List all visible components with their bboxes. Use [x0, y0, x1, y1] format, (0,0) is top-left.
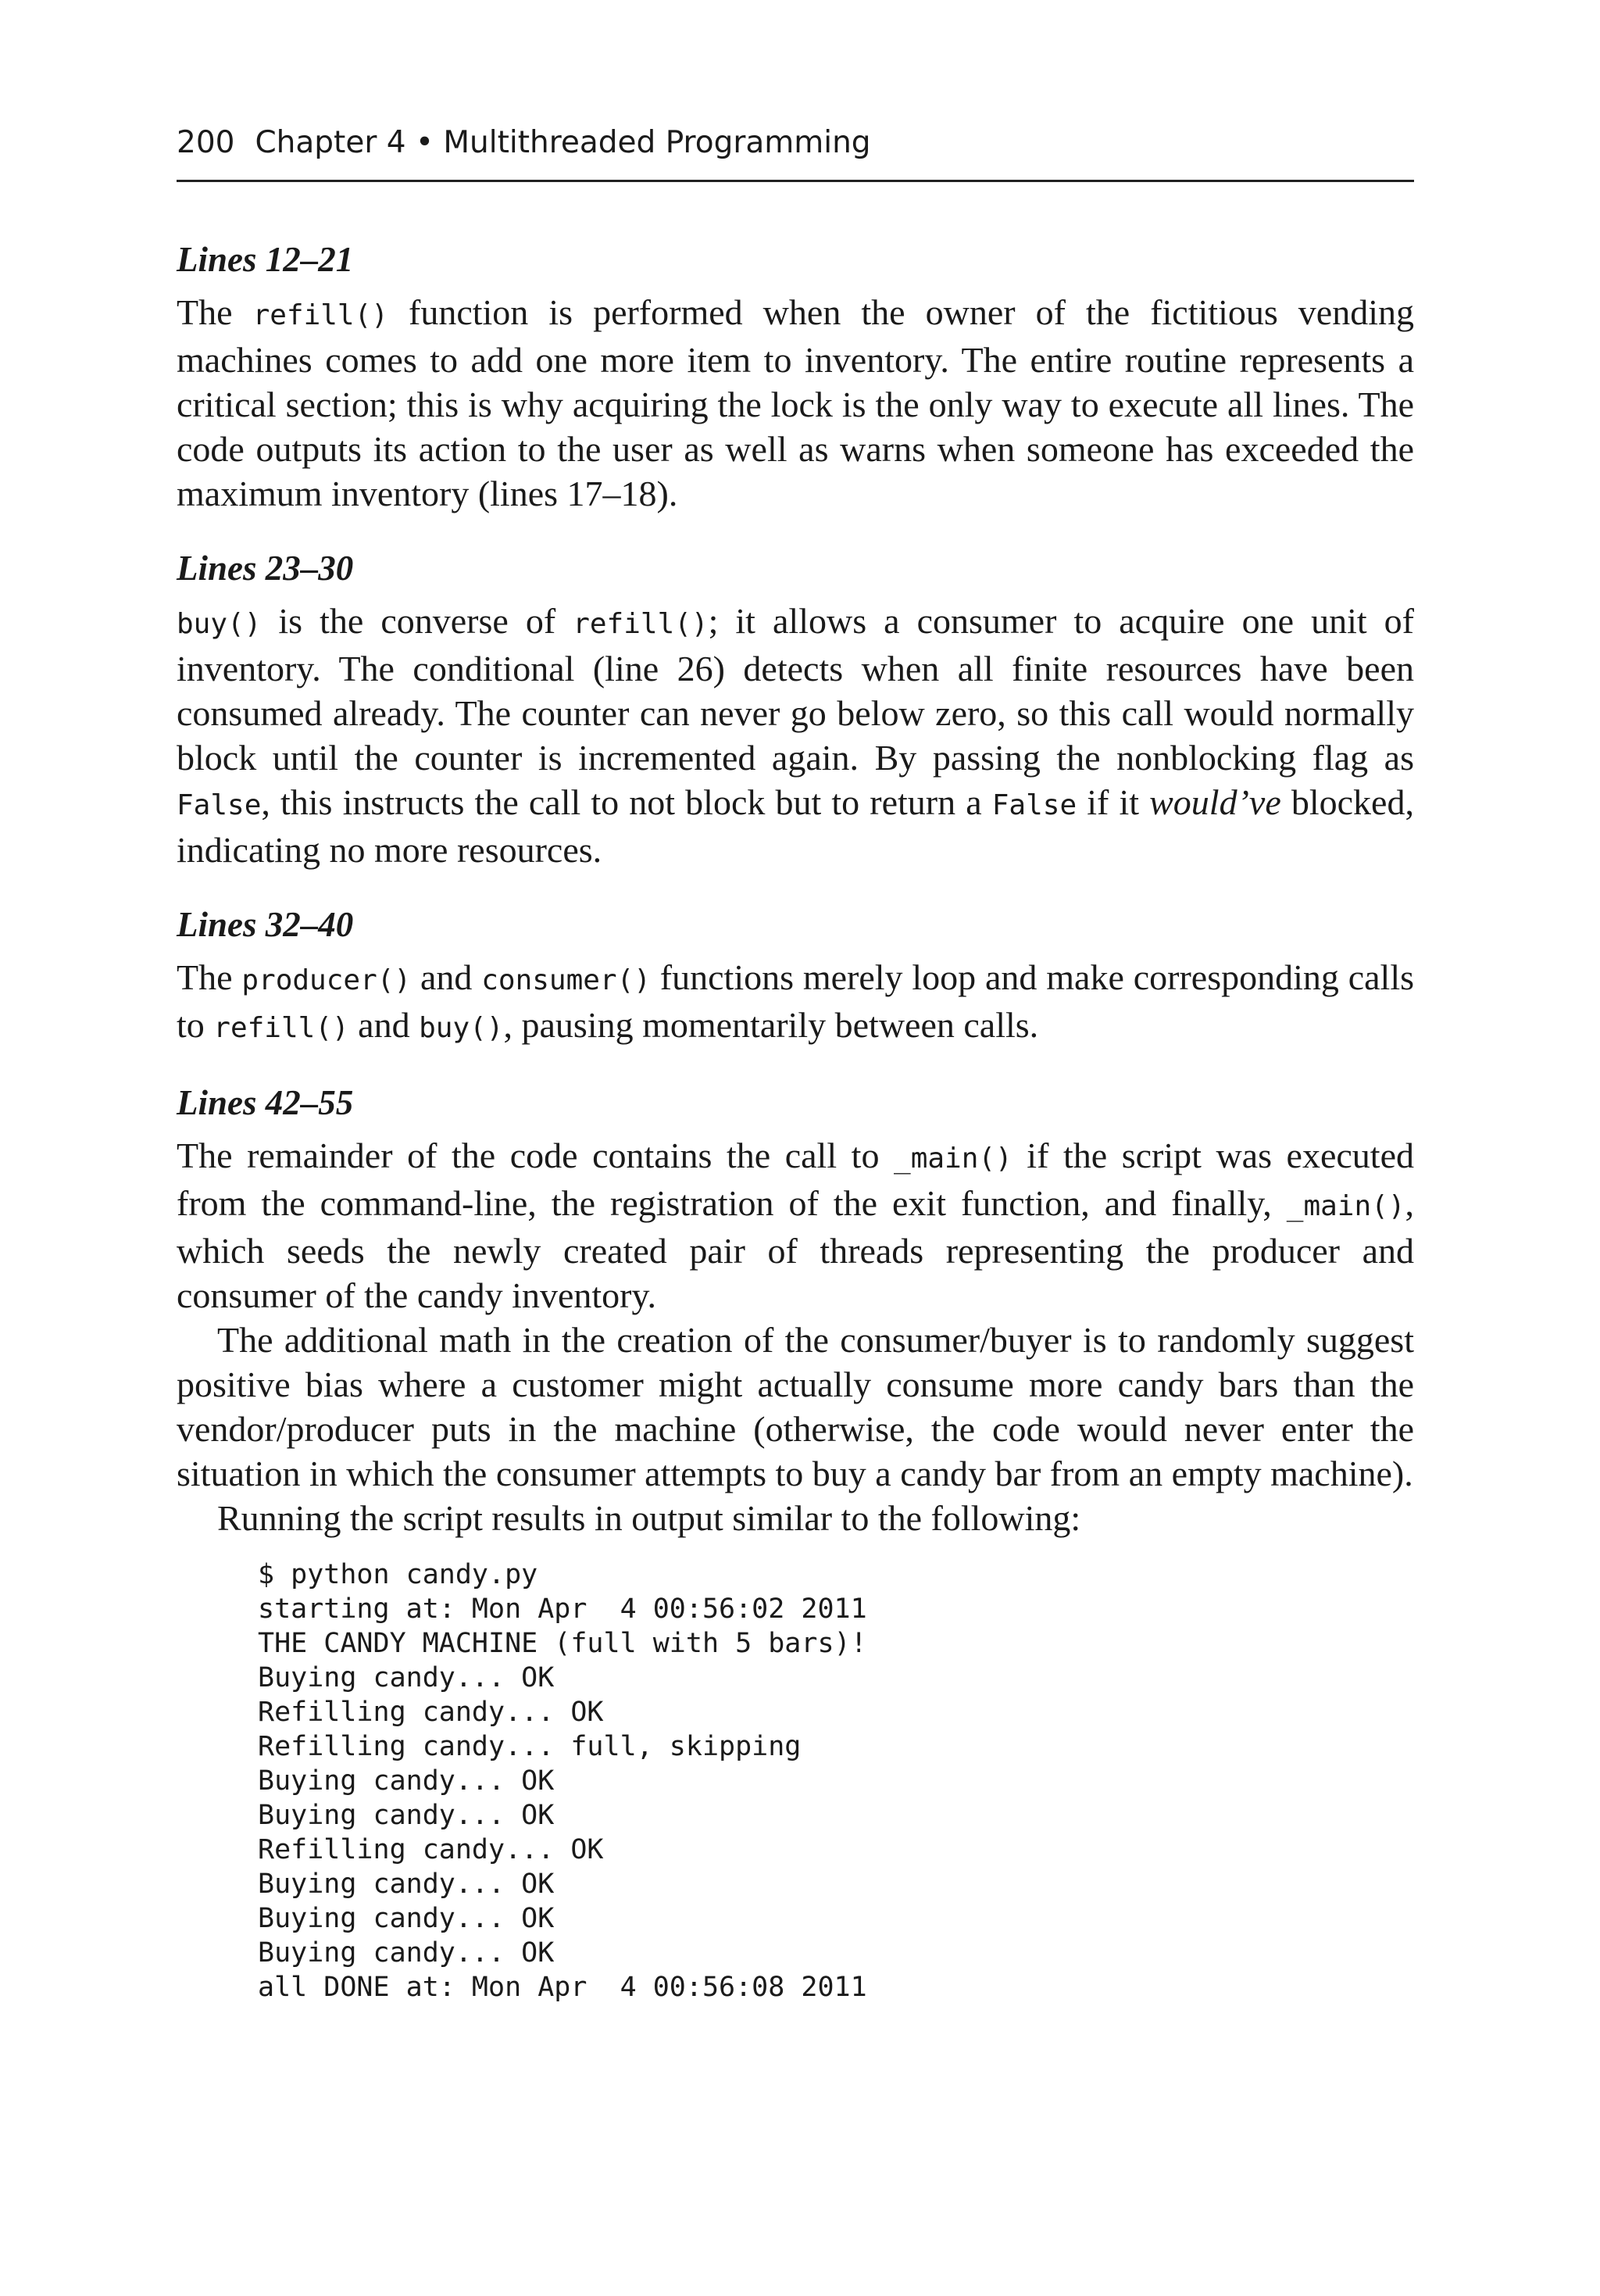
section — [177, 545, 1414, 872]
code-line: Refilling candy... full, skipping — [258, 1731, 802, 1762]
text-run: if the script was executed from the command-line, the registration of the exit function, and finally, — [177, 1135, 1415, 1223]
section — [177, 902, 1414, 1050]
code-line: Refilling candy... OK — [258, 1834, 604, 1865]
section — [177, 237, 1414, 516]
inline-code: refill() — [252, 299, 388, 331]
text-run: , which seeds the newly created pair of threads representing the producer and consumer of the candy inventory. — [177, 1183, 1414, 1315]
code-line: Buying candy... OK — [258, 1800, 555, 1831]
body-paragraph — [177, 955, 1414, 1050]
inline-code: False — [177, 789, 262, 821]
inline-code: buy() — [177, 608, 262, 640]
text-run: and — [411, 957, 482, 997]
text-run: The additional math in the creation of the consumer/buyer is to randomly suggest positive bias where a customer might actually consume more candy bars than the vendor/producer puts in the machine (otherwise, the code would never enter the situation in which the consumer attempts to buy a candy bar from an empty machine). — [177, 1320, 1414, 1493]
page-body — [177, 237, 1414, 1540]
body-paragraph — [177, 599, 1414, 872]
body-paragraph — [177, 1318, 1414, 1496]
text-run: ; it allows a consumer to acquire one unit of inventory. The conditional (line 26) detects when all finite resources have been consumed already. The counter can never go below zero, so this call would normally block until the counter is incremented again. By passing the nonblocking flag as — [177, 601, 1414, 778]
text-run: The — [177, 292, 253, 332]
inline-code: producer() — [241, 964, 412, 996]
text-run: The remainder of the code contains the call to — [177, 1135, 895, 1175]
text-run: Running the script results in output similar to the following: — [217, 1498, 1081, 1538]
code-line: Buying candy... OK — [258, 1869, 555, 1900]
section — [177, 1080, 1414, 1540]
code-line: Refilling candy... OK — [258, 1697, 604, 1728]
running-head — [177, 117, 1414, 182]
text-run: function is performed when the owner of the fictitious vending machines comes to add one more item to inventory. The entire routine represents a critical section; this is why acquiring the lock is the only way to execute all lines. The code outputs its action to the user as well as warns when someone has exceeded the maximum inventory (lines 17–18). — [177, 292, 1414, 513]
code-line: THE CANDY MACHINE (full with 5 bars)! — [258, 1628, 867, 1659]
code-line: Buying candy... OK — [258, 1765, 555, 1797]
section-heading: Lines 23–30 — [177, 549, 354, 588]
code-line: all DONE at: Mon Apr 4 00:56:08 2011 — [258, 1972, 867, 2003]
inline-code: buy() — [419, 1012, 504, 1044]
text-run: , pausing momentarily between calls. — [503, 1005, 1039, 1045]
text-run: if it — [1077, 782, 1150, 822]
code-line: $ python candy.py — [258, 1559, 538, 1590]
body-paragraph — [177, 1496, 1414, 1540]
text-run: The — [177, 957, 242, 997]
text-run: and — [348, 1005, 420, 1045]
inline-code: consumer() — [481, 964, 651, 996]
text-run: blocked, indicating no more resources. — [177, 782, 1414, 870]
body-paragraph — [177, 1133, 1414, 1318]
page-number: 200 — [177, 125, 235, 160]
code-line: Buying candy... OK — [258, 1937, 555, 1969]
code-output-block — [258, 1557, 1414, 2005]
code-line: starting at: Mon Apr 4 00:56:02 2011 — [258, 1593, 867, 1625]
code-line: Buying candy... OK — [258, 1903, 555, 1934]
inline-code: _main() — [1286, 1190, 1405, 1222]
inline-code: refill() — [573, 608, 709, 640]
body-paragraph — [177, 290, 1414, 516]
text-run: functions merely loop and make corresponding calls to — [177, 957, 1415, 1045]
text-run: is the converse of — [261, 601, 573, 641]
italic-text: would’ve — [1149, 782, 1281, 822]
inline-code: _main() — [894, 1143, 1012, 1175]
section-heading: Lines 42–55 — [177, 1083, 354, 1122]
chapter-title: Chapter 4 • Multithreaded Programming — [255, 125, 871, 160]
section-heading: Lines 12–21 — [177, 240, 354, 279]
inline-code: False — [991, 789, 1077, 821]
section-heading: Lines 32–40 — [177, 905, 354, 944]
code-line: Buying candy... OK — [258, 1662, 555, 1693]
book-page — [177, 117, 1414, 2005]
inline-code: refill() — [213, 1012, 349, 1044]
text-run: , this instructs the call to not block but to return a — [261, 782, 992, 822]
